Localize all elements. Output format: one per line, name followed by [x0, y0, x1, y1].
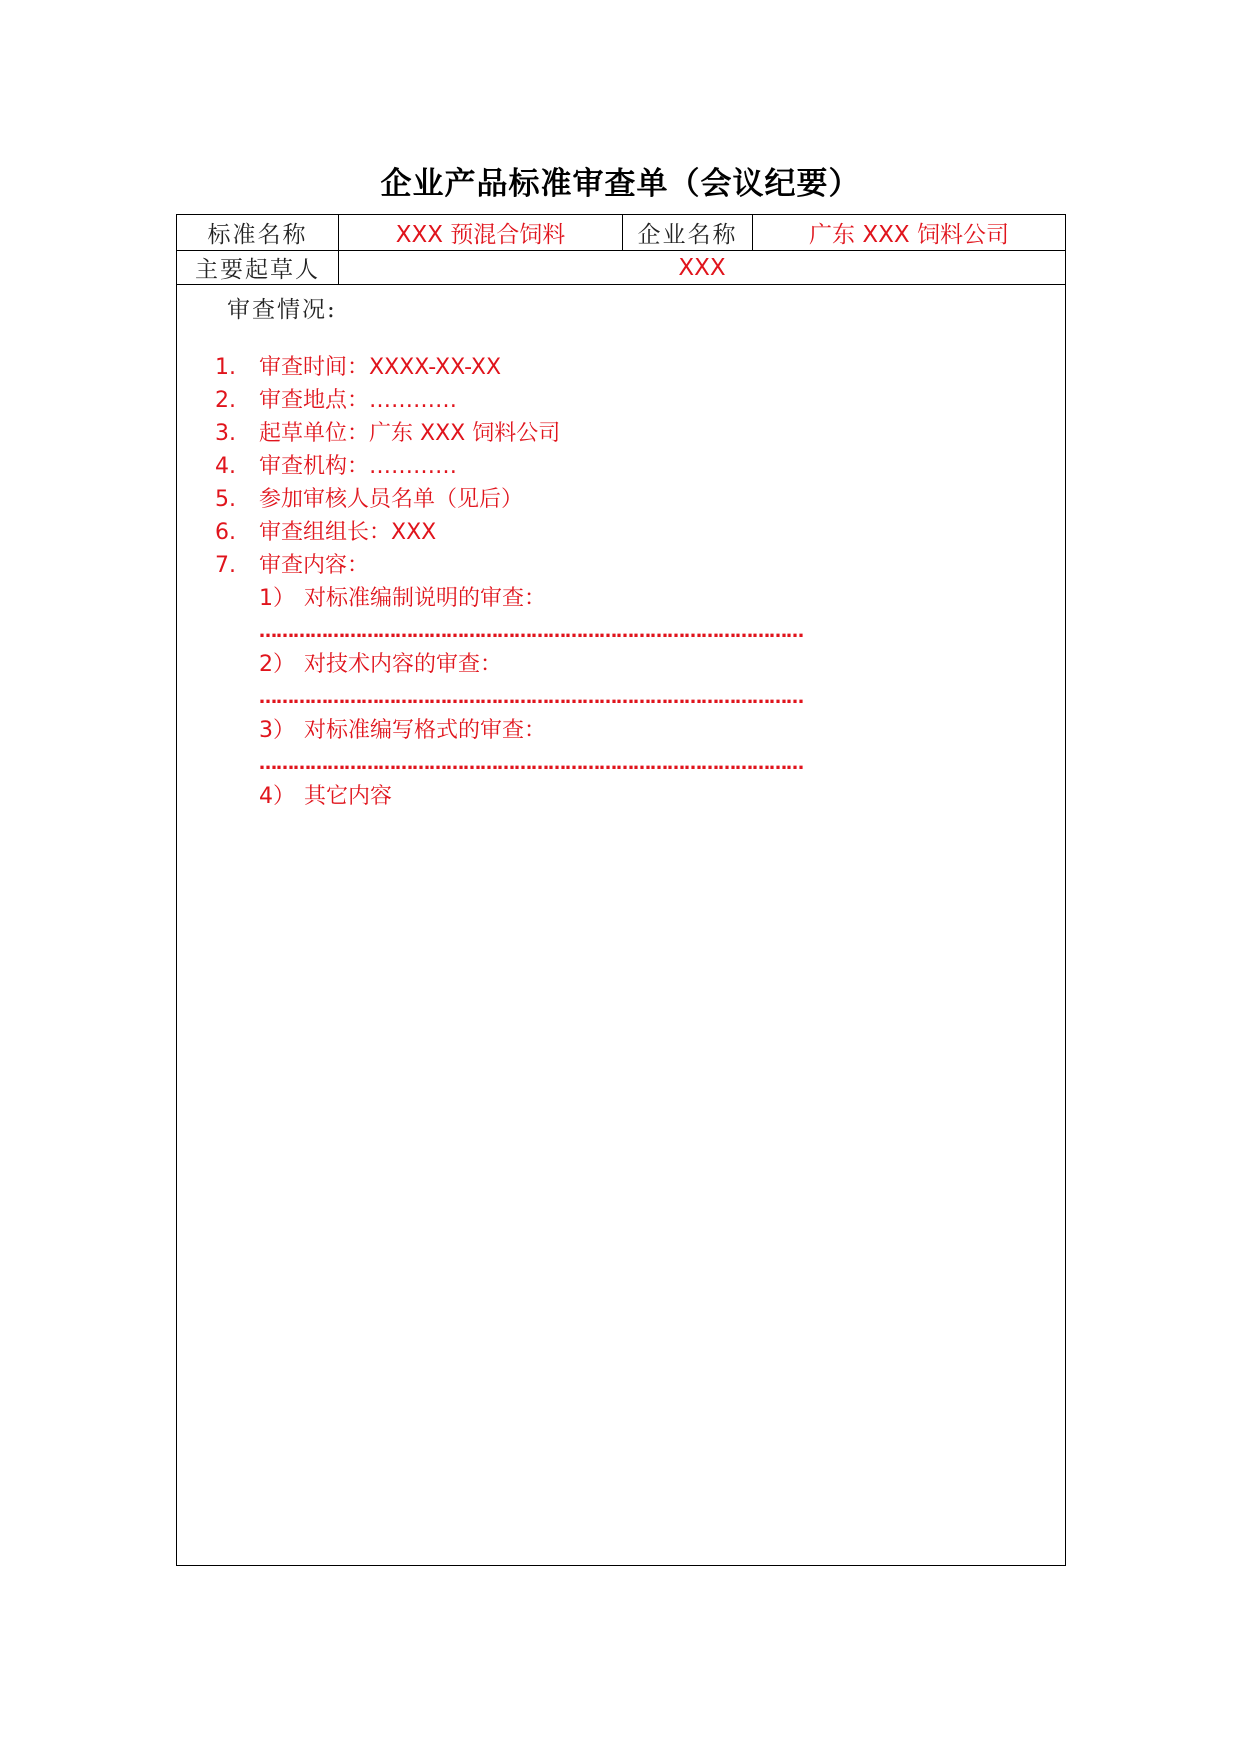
sub-item-text: 其它内容 — [304, 784, 393, 809]
review-items-list — [215, 351, 803, 813]
sub-item-number: 3） — [259, 718, 295, 743]
header-row-standard — [177, 215, 1065, 251]
list-item — [215, 516, 803, 549]
list-item — [215, 483, 803, 516]
drafter-label: 主要起草人 — [177, 251, 339, 284]
item-text: 审查机构：………… — [259, 454, 458, 479]
item-text: 起草单位：广东 XXX 饲料公司 — [259, 421, 561, 446]
list-item — [215, 450, 803, 483]
item-number: 5. — [215, 487, 236, 512]
item-text: 参加审核人员名单（见后） — [259, 487, 524, 512]
sub-item-number: 1） — [259, 586, 295, 611]
company-name-value: 广东 XXX 饲料公司 — [809, 222, 1009, 248]
list-item — [215, 384, 803, 417]
item-text: 审查组组长：XXX — [259, 520, 437, 545]
sub-item-text: 对标准编写格式的审查： — [304, 718, 547, 743]
dotted-fill-line: …………………………………………………………………………………… — [259, 687, 803, 708]
drafter-value: XXX — [678, 254, 726, 281]
sub-list-item — [215, 780, 803, 813]
item-number: 6. — [215, 520, 236, 545]
item-number: 4. — [215, 454, 236, 479]
item-number: 2. — [215, 388, 236, 413]
list-item — [215, 549, 803, 582]
header-row-drafter — [177, 251, 1065, 285]
item-number: 7. — [215, 553, 236, 578]
standard-name-value: XXX 预混合饲料 — [339, 215, 623, 250]
sub-list-item — [215, 648, 803, 681]
company-name-label: 企业名称 — [623, 215, 753, 250]
review-section-label: 审查情况: — [227, 297, 337, 323]
sub-list-item — [215, 714, 803, 747]
sub-item-number: 4） — [259, 784, 295, 809]
item-text: 审查地点：………… — [259, 388, 458, 413]
list-item — [215, 351, 803, 384]
standard-name-label: 标准名称 — [177, 215, 339, 250]
dotted-fill-line: …………………………………………………………………………………… — [259, 753, 803, 774]
page-title: 企业产品标准审查单（会议纪要） — [380, 166, 861, 202]
sub-item-text: 对标准编制说明的审查： — [304, 586, 547, 611]
sub-item-number: 2） — [259, 652, 295, 677]
item-number: 1. — [215, 355, 236, 380]
list-item — [215, 417, 803, 450]
review-form-table — [176, 214, 1066, 1566]
item-number: 3. — [215, 421, 236, 446]
sub-item-text: 对技术内容的审查： — [304, 652, 503, 677]
dotted-fill-line: …………………………………………………………………………………… — [259, 621, 803, 642]
sub-list-item — [215, 582, 803, 615]
item-text: 审查时间：XXXX-XX-XX — [259, 355, 502, 380]
item-text: 审查内容： — [259, 553, 370, 578]
